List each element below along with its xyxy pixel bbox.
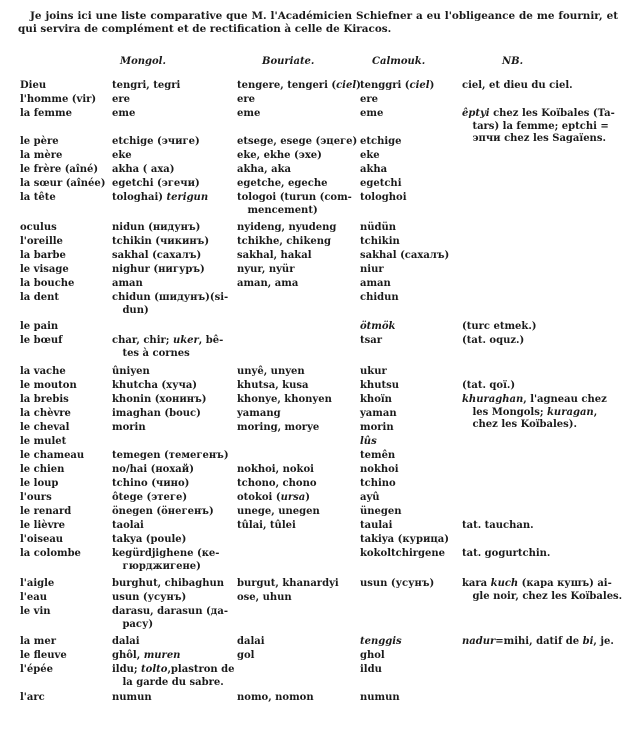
row-7-mongol: tologhai) terigun [112, 192, 209, 203]
row-2-nb: êptyi chez les Koïbales (Ta- tars) la femme; eptchi = эпчи chez les Sagaïens. [462, 108, 615, 144]
row-13-calmouk: chidun [360, 292, 399, 303]
row-23-calmouk: nokhoi [360, 464, 399, 475]
row-19-mongol: imaghan (bouc) [112, 408, 201, 419]
row-12-calmouk: aman [360, 278, 391, 289]
row-22-calmouk: temên [360, 450, 396, 461]
row-29-nb: tat. gogurtchin. [462, 548, 551, 559]
row-6-bouriate: egetche, egeche [237, 178, 328, 189]
row-24-bouriate: tchono, chono [237, 478, 317, 489]
row-36-bouriate: nomo, nomon [237, 692, 314, 703]
row-11-mongol: nighur (нигуръ) [112, 264, 205, 275]
row-7-term: la tête [20, 192, 56, 203]
row-13-mongol: chidun (шидунъ)(si- dun) [112, 292, 229, 316]
row-33-term: la mer [20, 636, 56, 647]
row-18-nb: khuraghan, l'agneau chez les Mongols; kuragan, chez les Koïbales). [462, 394, 607, 430]
row-25-term: l'ours [20, 492, 52, 503]
row-27-term: le lièvre [20, 520, 66, 531]
row-7-bouriate: tologoi (turun (com- mencement) [237, 192, 352, 216]
row-16-mongol: ûniyen [112, 366, 150, 377]
row-10-mongol: sakhal (сахалъ) [112, 250, 202, 261]
row-7-calmouk: tologhoi [360, 192, 407, 203]
row-33-calmouk: tenggis [360, 636, 402, 647]
row-9-calmouk: tchikin [360, 236, 400, 247]
row-2-mongol: eme [112, 108, 136, 119]
row-30-mongol: burghut, chibaghun [112, 578, 225, 589]
row-10-term: la barbe [20, 250, 66, 261]
row-27-calmouk: taulai [360, 520, 393, 531]
row-2-bouriate: eme [237, 108, 261, 119]
intro-paragraph: Je joins ici une liste comparative que M. l'Académicien Schiefner a eu l'obligeance de me fournir, et qui servira de complément et de rectification à celle de Kiracos. [18, 10, 618, 35]
row-5-bouriate: akha, aka [237, 164, 292, 175]
header-nb: NB. [502, 56, 524, 67]
row-6-mongol: egetchi (эгечи) [112, 178, 200, 189]
row-20-mongol: morin [112, 422, 146, 433]
row-14-term: le pain [20, 321, 59, 332]
row-23-term: le chien [20, 464, 65, 475]
row-25-calmouk: ayû [360, 492, 380, 503]
row-11-bouriate: nyur, nyür [237, 264, 295, 275]
row-36-mongol: numun [112, 692, 152, 703]
row-18-calmouk: khoïn [360, 394, 392, 405]
row-4-mongol: eke [112, 150, 132, 161]
row-22-term: le chameau [20, 450, 85, 461]
row-26-term: le renard [20, 506, 72, 517]
row-18-bouriate: khonye, khonyen [237, 394, 332, 405]
row-18-term: la brebis [20, 394, 69, 405]
row-14-nb: (turc etmek.) [462, 321, 537, 332]
row-16-calmouk: ukur [360, 366, 387, 377]
row-25-bouriate: otokoi (ursa) [237, 492, 310, 503]
row-33-nb: nadur=mihi, datif de bi, je. [462, 636, 614, 647]
row-17-mongol: khutcha (хуча) [112, 380, 198, 391]
row-26-mongol: önegen (öнегенъ) [112, 506, 214, 517]
row-36-term: l'arc [20, 692, 45, 703]
row-12-mongol: aman [112, 278, 143, 289]
row-5-mongol: akha ( аха) [112, 164, 175, 175]
row-11-term: le visage [20, 264, 69, 275]
row-35-term: l'épée [20, 664, 53, 675]
row-12-term: la bouche [20, 278, 75, 289]
row-0-nb: ciel, et dieu du ciel. [462, 80, 573, 91]
row-26-bouriate: unege, unegen [237, 506, 320, 517]
row-31-term: l'eau [20, 592, 47, 603]
row-29-mongol: kegürdjighene (ке- гюрджигене) [112, 548, 220, 572]
row-31-bouriate: ose, uhun [237, 592, 292, 603]
row-20-calmouk: morin [360, 422, 394, 433]
row-28-term: l'oiseau [20, 534, 64, 545]
row-17-term: le mouton [20, 380, 77, 391]
row-11-calmouk: niur [360, 264, 384, 275]
row-4-bouriate: eke, ekhe (эхе) [237, 150, 322, 161]
row-16-term: la vache [20, 366, 66, 377]
row-15-calmouk: tsar [360, 335, 382, 346]
row-24-calmouk: tchino [360, 478, 396, 489]
row-21-calmouk: lûs [360, 436, 377, 447]
row-6-term: la sœur (aînée) [20, 178, 106, 189]
row-24-mongol: tchino (чино) [112, 478, 190, 489]
row-3-mongol: etchige (эчиге) [112, 136, 200, 147]
row-33-bouriate: dalai [237, 636, 265, 647]
row-2-calmouk: eme [360, 108, 384, 119]
row-18-mongol: khonin (хонинъ) [112, 394, 207, 405]
row-0-mongol: tengri, tegri [112, 80, 181, 91]
row-15-term: le bœuf [20, 335, 63, 346]
row-15-mongol: char, chir; uker, bê- tes à cornes [112, 335, 224, 359]
row-19-calmouk: yaman [360, 408, 397, 419]
row-3-bouriate: etsege, esege (эцеге) [237, 136, 358, 147]
row-32-mongol: darasu, darasun (да- расу) [112, 606, 228, 630]
header-calmouk: Calmouk. [372, 56, 426, 67]
row-9-term: l'oreille [20, 236, 63, 247]
row-24-term: le loup [20, 478, 59, 489]
row-4-calmouk: eke [360, 150, 380, 161]
header-mongol: Mongol. [120, 56, 166, 67]
row-10-calmouk: sakhal (сахалъ) [360, 250, 450, 261]
row-22-mongol: temegen (темегенъ) [112, 450, 229, 461]
row-30-calmouk: usun (усунъ) [360, 578, 435, 589]
row-1-calmouk: ere [360, 94, 378, 105]
row-30-nb: kara kuch (кара кушъ) ai- gle noir, chez les Koïbales. [462, 578, 623, 602]
row-35-mongol: ildu; tolto,plastron de la garde du sabre. [112, 664, 235, 688]
row-10-bouriate: sakhal, hakal [237, 250, 312, 261]
row-34-term: le fleuve [20, 650, 67, 661]
row-31-mongol: usun (усунъ) [112, 592, 187, 603]
row-21-term: le mulet [20, 436, 67, 447]
row-3-calmouk: etchige [360, 136, 402, 147]
row-8-bouriate: nyideng, nyudeng [237, 222, 337, 233]
row-0-calmouk: tenggri (ciel) [360, 80, 435, 91]
row-5-calmouk: akha [360, 164, 388, 175]
row-35-calmouk: ildu [360, 664, 382, 675]
row-6-calmouk: egetchi [360, 178, 402, 189]
row-36-calmouk: numun [360, 692, 400, 703]
row-30-bouriate: burgut, khanardyi [237, 578, 339, 589]
row-17-nb: (tat. qoï.) [462, 380, 516, 391]
row-1-mongol: ere [112, 94, 130, 105]
row-4-term: la mère [20, 150, 63, 161]
header-bouriate: Bouriate. [262, 56, 315, 67]
row-23-mongol: no/hai (нохай) [112, 464, 194, 475]
row-20-term: le cheval [20, 422, 70, 433]
row-30-term: l'aigle [20, 578, 55, 589]
row-17-bouriate: khutsa, kusa [237, 380, 309, 391]
row-27-bouriate: tûlai, tûlei [237, 520, 296, 531]
row-34-bouriate: gol [237, 650, 255, 661]
row-3-term: le père [20, 136, 59, 147]
row-15-nb: (tat. oquz.) [462, 335, 525, 346]
row-29-term: la colombe [20, 548, 81, 559]
row-34-calmouk: ghol [360, 650, 385, 661]
row-8-mongol: nidun (нидунъ) [112, 222, 201, 233]
row-34-mongol: ghôl, muren [112, 650, 181, 661]
row-5-term: le frère (aîné) [20, 164, 99, 175]
row-9-bouriate: tchikhe, chikeng [237, 236, 332, 247]
row-20-bouriate: moring, morye [237, 422, 320, 433]
row-13-term: la dent [20, 292, 60, 303]
row-28-calmouk: takiya (курица) [360, 534, 449, 545]
row-19-term: la chèvre [20, 408, 71, 419]
row-8-calmouk: nüdün [360, 222, 397, 233]
row-23-bouriate: nokhoi, nokoi [237, 464, 314, 475]
row-0-bouriate: tengere, tengeri (ciel) [237, 80, 361, 91]
row-16-bouriate: unyê, unyen [237, 366, 305, 377]
row-29-calmouk: kokoltchirgene [360, 548, 446, 559]
row-1-bouriate: ere [237, 94, 255, 105]
row-9-mongol: tchikin (чикинъ) [112, 236, 210, 247]
row-26-calmouk: ünegen [360, 506, 402, 517]
row-27-nb: tat. tauchan. [462, 520, 534, 531]
row-1-term: l'homme (vir) [20, 94, 97, 105]
row-32-term: le vin [20, 606, 51, 617]
row-25-mongol: ôtege (этеге) [112, 492, 188, 503]
row-28-mongol: takya (poule) [112, 534, 187, 545]
row-14-calmouk: ötmök [360, 321, 396, 332]
row-0-term: Dieu [20, 80, 47, 91]
row-8-term: oculus [20, 222, 57, 233]
row-19-bouriate: yamang [237, 408, 281, 419]
row-17-calmouk: khutsu [360, 380, 399, 391]
row-2-term: la femme [20, 108, 72, 119]
row-12-bouriate: aman, ama [237, 278, 299, 289]
row-33-mongol: dalai [112, 636, 140, 647]
row-27-mongol: taolai [112, 520, 144, 531]
